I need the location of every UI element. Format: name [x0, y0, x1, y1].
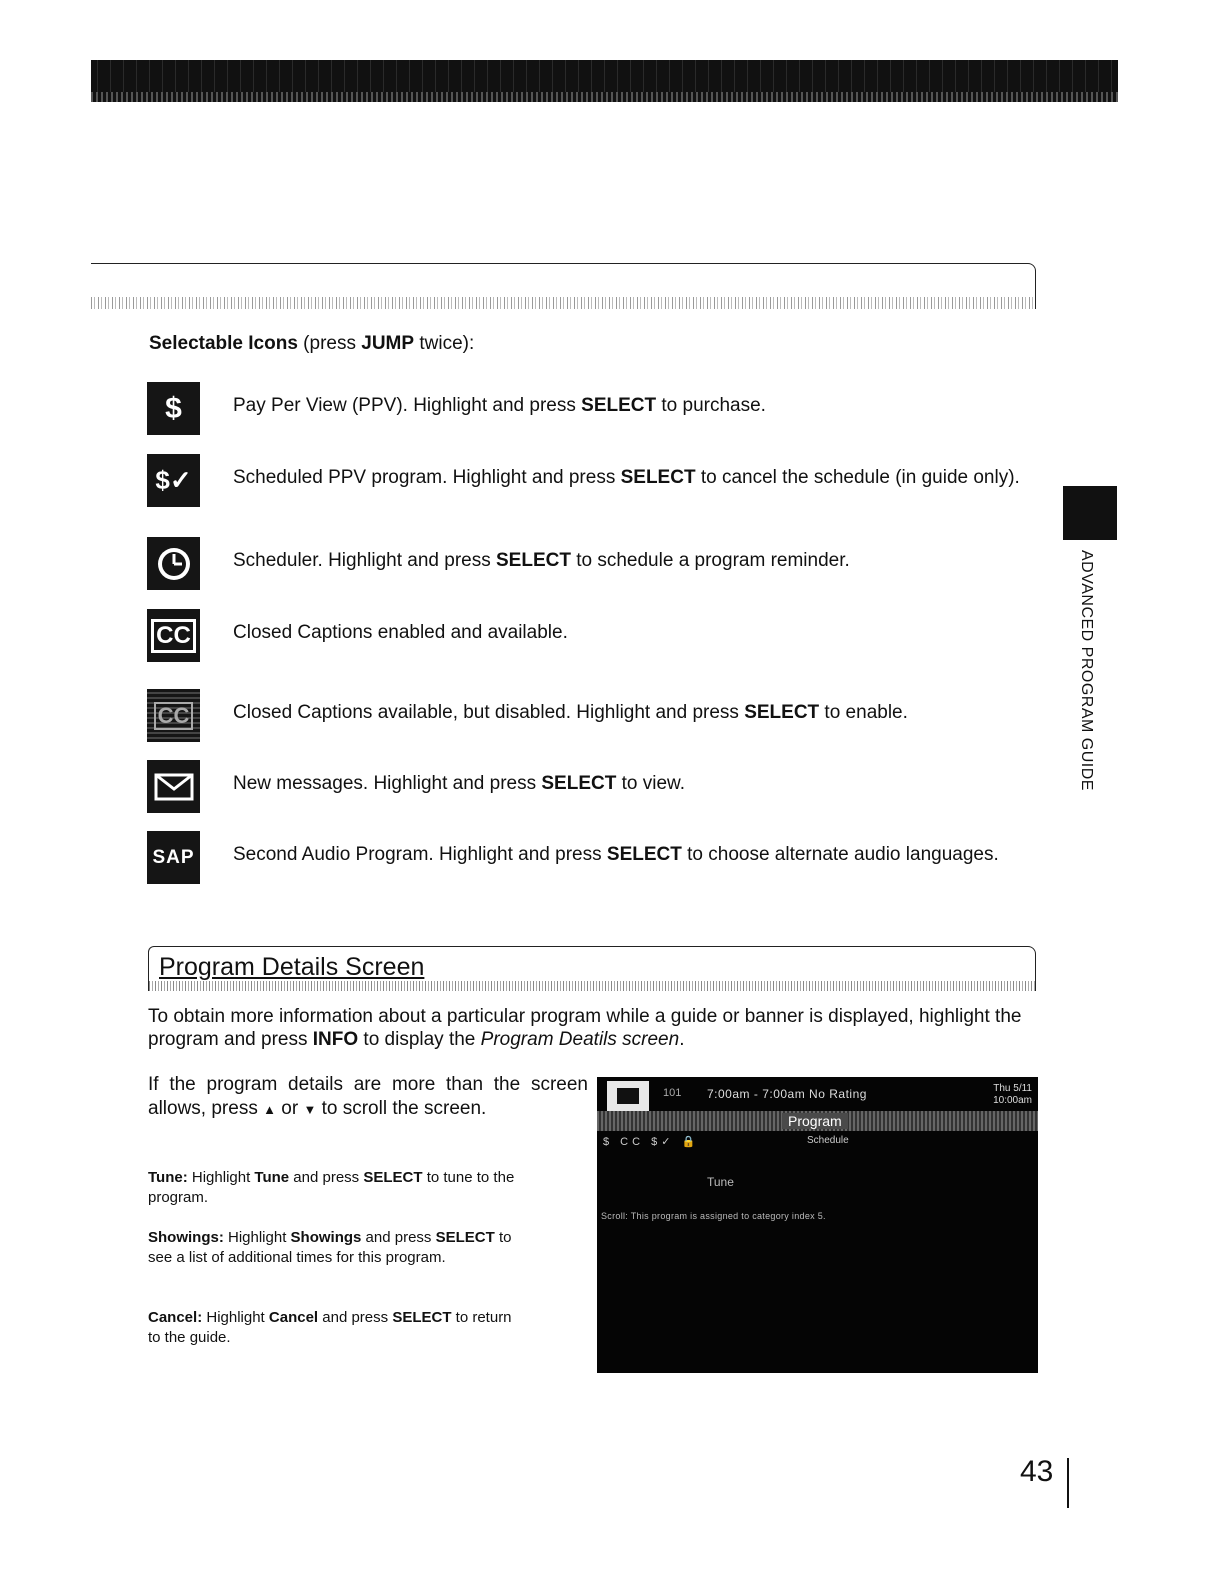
side-label — [1077, 550, 1101, 790]
page-number-bar — [1067, 1458, 1069, 1508]
header-box — [91, 263, 1036, 309]
intro-lead: Selectable Icons — [149, 333, 298, 354]
icon-text-post: to purchase. — [656, 395, 766, 416]
icon-text-pre: Pay Per View (PPV). Highlight and press — [233, 395, 582, 416]
dollar-check-icon — [147, 454, 200, 507]
para2-pre: If the program details are more than the screen allows, press — [148, 1074, 588, 1119]
icon-text-cc — [233, 621, 1043, 644]
section-title: Program Details Screen — [159, 953, 425, 981]
icon-text-key: SELECT — [744, 702, 820, 723]
section-header — [148, 946, 1036, 991]
sap-icon-glyph: SAP — [152, 846, 195, 868]
icon-text-post: to enable. — [819, 702, 908, 723]
def-bold: Showings — [290, 1229, 362, 1246]
paragraph-info — [148, 1005, 1028, 1051]
intro-post: twice): — [414, 333, 475, 354]
paragraph-scroll — [148, 1073, 588, 1122]
dollar-icon — [147, 382, 200, 435]
screen-date: Thu 5/11 10:00am — [993, 1083, 1032, 1106]
icon-text-pre: Scheduler. Highlight and press — [233, 550, 496, 571]
icon-text-key: SELECT — [496, 550, 571, 571]
intro-key: JUMP — [361, 333, 415, 354]
icon-text-scheduler — [233, 549, 1043, 572]
clock-icon — [147, 537, 200, 590]
cc-disabled-icon — [147, 689, 200, 742]
dollar-icon-glyph: $ — [165, 391, 182, 425]
cc-disabled-glyph: CC — [154, 702, 194, 730]
screen-bar-title: Program — [782, 1113, 848, 1129]
side-label-text: ADVANCED PROGRAM GUIDE — [1078, 550, 1095, 791]
def-text: to tune to the program. — [148, 1169, 515, 1206]
def-bold: SELECT — [435, 1229, 495, 1246]
para1-mid: to display the — [358, 1029, 481, 1050]
def-term: Tune: — [148, 1169, 188, 1186]
icon-text-ppv — [233, 394, 1043, 417]
icon-text-post: to choose alternate audio languages. — [681, 844, 999, 865]
screen-title-bar — [597, 1111, 1038, 1131]
dollar-check-glyph: $✓ — [155, 465, 192, 495]
icon-text-pre: Closed Captions enabled and available. — [233, 622, 568, 643]
definition-cancel — [148, 1308, 528, 1348]
def-text: Highlight — [223, 1229, 291, 1246]
definition-tune — [148, 1168, 528, 1208]
def-bold: Tune — [254, 1169, 290, 1186]
icon-text-post: to view. — [616, 773, 685, 794]
def-text: to return to the guide. — [148, 1309, 512, 1346]
section-strip — [149, 981, 1035, 991]
icon-text-pre: Closed Captions available, but disabled. Highlight and press — [233, 702, 745, 723]
screen-time: 7:00am - 7:00am No Rating — [707, 1087, 867, 1101]
cc-icon — [147, 609, 200, 662]
envelope-icon-graphic — [153, 771, 195, 803]
header-band — [91, 60, 1118, 102]
network-logo-icon — [607, 1081, 649, 1111]
def-text: and press — [289, 1169, 364, 1186]
icon-text-post: to cancel the schedule (in guide only). — [695, 467, 1020, 488]
icon-text-key: SELECT — [606, 844, 682, 865]
def-text: Highlight — [202, 1309, 269, 1326]
def-text: Highlight — [187, 1169, 255, 1186]
icon-text-key: SELECT — [541, 773, 617, 794]
para1-pre: To obtain more information about a particular program while a guide or banner is displayed, highlight the program and press — [148, 1006, 1022, 1050]
para1-italic: Program Deatils screen — [480, 1029, 680, 1050]
page-number: 43 — [1020, 1455, 1054, 1488]
icon-text-messages — [233, 772, 1043, 795]
screen-channel: 101 — [663, 1087, 682, 1099]
header-strip — [91, 297, 1035, 309]
screen-description: Scroll: This program is assigned to category index 5. — [601, 1211, 826, 1221]
icon-text-pre: Second Audio Program. Highlight and press — [233, 844, 607, 865]
def-text: and press — [318, 1309, 393, 1326]
screen-icons: $ CC $✓ 🔒 — [603, 1136, 700, 1148]
def-text: to see a list of additional times for this program. — [148, 1229, 512, 1266]
clock-icon-graphic — [154, 544, 194, 584]
para1-key: INFO — [312, 1029, 359, 1050]
icon-text-cc-disabled — [233, 701, 1043, 724]
screen-tune: Tune — [707, 1175, 734, 1189]
icon-text-sap — [233, 843, 1043, 866]
sap-icon — [147, 831, 200, 884]
para2-or: or — [275, 1098, 304, 1119]
def-bold: SELECT — [392, 1309, 452, 1326]
up-arrow-icon: ▲ — [263, 1102, 276, 1117]
side-tab — [1063, 486, 1117, 540]
icon-text-pre: New messages. Highlight and press — [233, 773, 542, 794]
icon-text-pre: Scheduled PPV program. Highlight and press — [233, 467, 621, 488]
intro-line — [149, 333, 474, 355]
def-term: Cancel: — [148, 1309, 203, 1326]
definition-showings — [148, 1228, 528, 1268]
def-bold: Cancel — [268, 1309, 319, 1326]
icon-text-scheduled-ppv — [233, 466, 1043, 489]
para2-post: to scroll the screen. — [316, 1098, 487, 1119]
screen-schedule: Schedule — [807, 1135, 849, 1146]
def-text: and press — [361, 1229, 436, 1246]
icon-text-key: SELECT — [581, 395, 657, 416]
envelope-icon — [147, 760, 200, 813]
icon-text-key: SELECT — [620, 467, 696, 488]
program-details-screenshot — [597, 1077, 1038, 1373]
def-term: Showings: — [148, 1229, 224, 1246]
cc-icon-glyph: CC — [151, 619, 196, 653]
down-arrow-icon: ▼ — [303, 1102, 317, 1117]
intro-pre: (press — [297, 333, 362, 354]
icon-text-post: to schedule a program reminder. — [570, 550, 850, 571]
para1-post: . — [679, 1029, 685, 1050]
def-bold: SELECT — [363, 1169, 423, 1186]
